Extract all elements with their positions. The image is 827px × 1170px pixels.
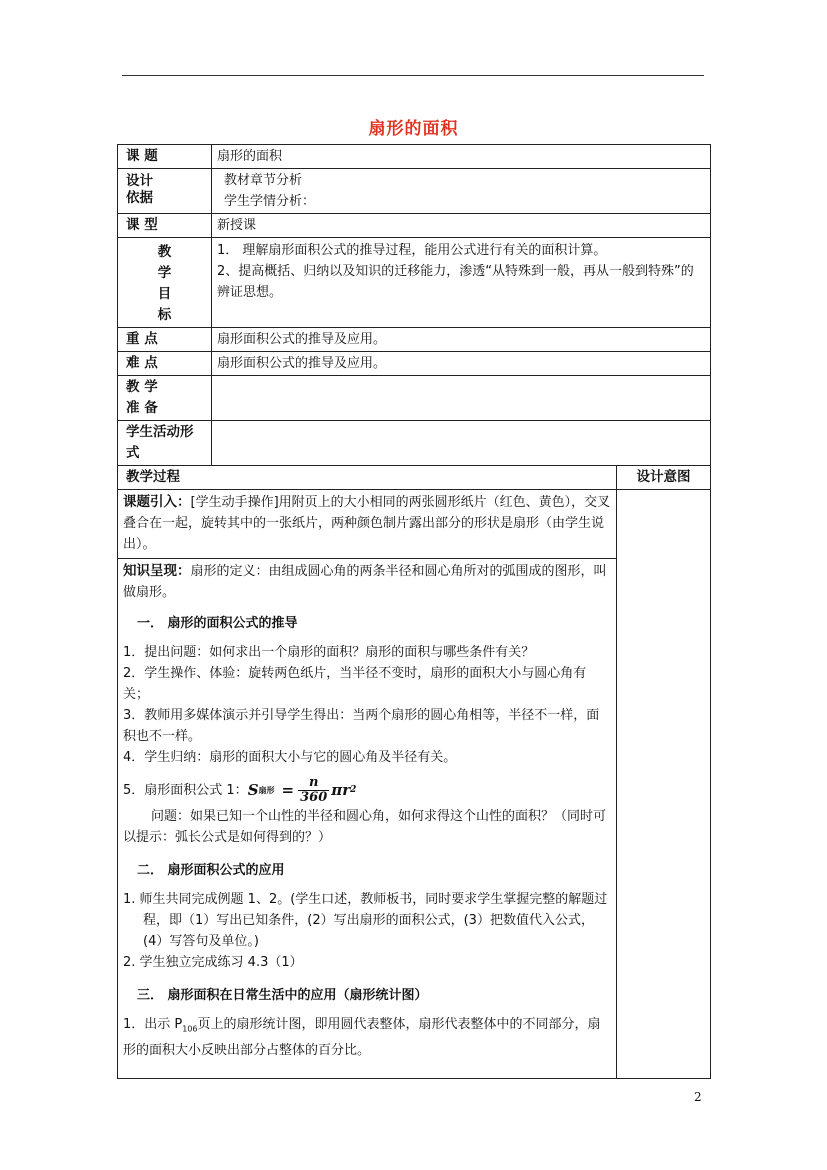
- basis-label-line: 依据: [126, 190, 153, 206]
- prep-label: [118, 376, 212, 421]
- s3-sub: 106: [182, 1024, 198, 1034]
- row-topic: [118, 145, 711, 169]
- row-intro: [118, 490, 711, 559]
- activity-value: [212, 421, 711, 466]
- prep-label-line: 准 备: [126, 400, 158, 416]
- row-process-header: [118, 466, 711, 490]
- lesson-plan-table: [117, 144, 711, 1079]
- page-number: 2: [694, 1090, 702, 1104]
- formula-fraction: [298, 776, 329, 805]
- intent-label: 设计意图: [617, 466, 711, 490]
- intro-cell: [118, 490, 617, 559]
- goal-item: 1． 理解扇形面积公式的推导过程，能用公式进行有关的面积计算。: [217, 243, 607, 258]
- basis-label-line: 设计: [126, 173, 153, 189]
- goals-label-char: 目: [157, 286, 172, 302]
- activity-label-line: 式: [126, 445, 140, 461]
- row-goals: [118, 238, 711, 328]
- formula-line: [123, 774, 611, 806]
- row-difficulty: [118, 352, 711, 376]
- goals-value: [212, 238, 711, 328]
- type-value: 新授课: [212, 214, 711, 238]
- s1-item: 4．学生归纳：扇形的面积大小与它的圆心角及半径有关。: [123, 750, 457, 765]
- s2-item: 2. 学生独立完成练习 4.3（1）: [123, 955, 303, 970]
- s3-item: [123, 1014, 611, 1061]
- formula-denominator: 360: [300, 789, 328, 805]
- intro-heading: 课题引入：: [123, 494, 191, 510]
- prep-value: [212, 376, 711, 421]
- s2-item: 1. 师生共同完成例题 1、2。(学生口述，教师板书，同时要求学生掌握完整的解题过程，即（1）写出已知条件，(2）写出扇形的面积公式，(3）把数值代入公式，(4）写答句及单位。): [123, 892, 608, 949]
- topic-label: 课 题: [118, 145, 212, 169]
- intent-cell: [617, 490, 711, 1079]
- basis-line: 学生学情分析：: [224, 194, 316, 209]
- key-value: 扇形面积公式的推导及应用。: [212, 328, 711, 352]
- formula-exponent: 2: [350, 784, 357, 795]
- basis-label: [118, 169, 212, 214]
- s3-post: 页上的扇形统计图，即用圆代表整体，扇形代表整体中的不同部分，扇形的面积大小反映出部分占整体的百分比。: [123, 1017, 601, 1058]
- formula-numerator: n: [298, 776, 329, 791]
- activity-label: [118, 421, 212, 466]
- goals-label-char: 标: [157, 307, 172, 323]
- s1-item: 1．提出问题：如何求出一个扇形的面积？扇形的面积与哪些条件有关？: [123, 645, 535, 660]
- goal-item: 2、提高概括、归纳以及知识的迁移能力，渗透“从特殊到一般，再从一般到特殊”的辨证思想。: [217, 264, 694, 300]
- question-paragraph: 问题：如果已知一个山性的半径和圆心角，如何求得这个山性的面积？（同时可以提示：弧长公式是如何得到的？）: [123, 809, 607, 845]
- type-label: 课 型: [118, 214, 212, 238]
- row-prep: [118, 376, 711, 421]
- document-title: 扇形的面积: [368, 119, 459, 139]
- s3-pre: 1．出示 P: [123, 1017, 183, 1032]
- row-key: [118, 328, 711, 352]
- section-1-heading: 一． 扇形的面积公式的推导: [137, 616, 298, 631]
- goals-label-char: 教: [157, 244, 172, 260]
- knowledge-text: 扇形的定义：由组成圆心角的两条半径和圆心角所对的弧围成的图形，叫做扇形。: [123, 564, 607, 600]
- basis-value: [212, 169, 711, 214]
- row-basis: [118, 169, 711, 214]
- topic-value: 扇形的面积: [212, 145, 711, 169]
- activity-label-line: 学生活动形: [126, 424, 194, 440]
- s1-item: 3．教师用多媒体演示并引导学生得出：当两个扇形的圆心角相等，半径不一样，面积也不一样。: [123, 708, 600, 744]
- section-2-heading: 二． 扇形面积公式的应用: [137, 863, 285, 878]
- process-label: 教学过程: [118, 466, 617, 490]
- row-activity: [118, 421, 711, 466]
- key-label: 重 点: [118, 328, 212, 352]
- row-type: [118, 214, 711, 238]
- difficulty-label: 难 点: [118, 352, 212, 376]
- knowledge-heading: 知识呈现：: [123, 563, 191, 579]
- sector-area-formula: [248, 776, 357, 805]
- content-cell: [118, 559, 617, 1079]
- formula-tail: πr: [331, 780, 351, 799]
- formula-sub: 扇形: [258, 784, 275, 795]
- knowledge-paragraph: [123, 561, 611, 603]
- basis-line: 教材章节分析: [224, 173, 303, 188]
- section-3-heading: 三． 扇形面积在日常生活中的应用（扇形统计图）: [137, 988, 428, 1003]
- prep-label-line: 教 学: [126, 379, 158, 395]
- formula-prefix: 5．扇形面积公式 1：: [123, 782, 248, 798]
- intro-text: [学生动手操作]用附页上的大小相同的两张圆形纸片（红色、黄色），交叉叠合在一起，旋转其中的一张纸片，两种颜色制片露出部分的形状是扇形（由学生说出）。: [123, 495, 611, 552]
- difficulty-value: 扇形面积公式的推导及应用。: [212, 352, 711, 376]
- header-rule: [122, 75, 704, 76]
- formula-eq: =: [281, 780, 295, 799]
- s1-item: 2．学生操作、体验：旋转两色纸片，当半径不变时，扇形的面积大小与圆心角有关；: [123, 666, 587, 702]
- formula-s: S: [247, 780, 259, 799]
- goals-label-char: 学: [157, 265, 172, 281]
- goals-label: [118, 238, 212, 328]
